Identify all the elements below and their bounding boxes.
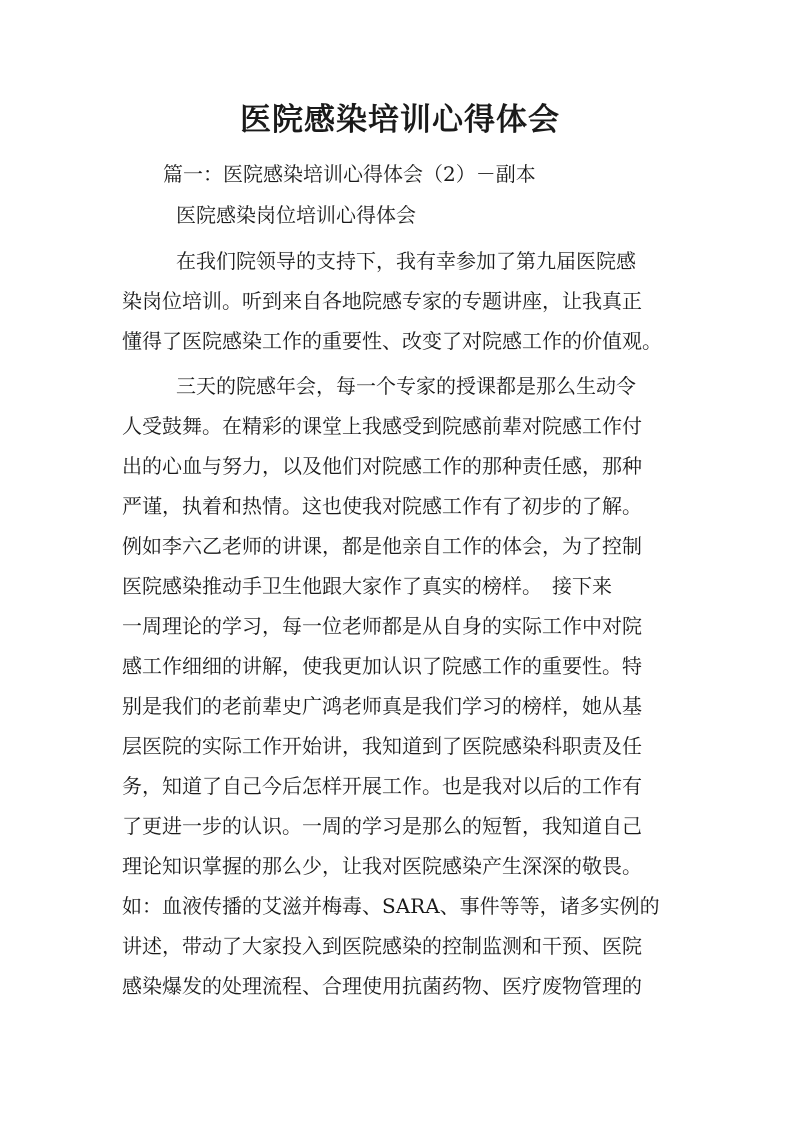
text-line: 感工作细细的讲解，使我更加认识了院感工作的重要性。特: [122, 654, 642, 678]
text-line: 出的心血与努力，以及他们对院感工作的那种责任感，那种: [122, 454, 642, 478]
text-line: 如：血液传播的艾滋并梅毒、SARA、事件等等，诸多实例的: [122, 894, 660, 918]
text-line: 务，知道了自己今后怎样开展工作。也是我对以后的工作有: [122, 774, 642, 798]
text-line: 层医院的实际工作开始讲，我知道到了医院感染科职责及任: [122, 734, 642, 758]
text-line: 例如李六乙老师的讲课，都是他亲自工作的体会，为了控制: [122, 534, 642, 558]
text-line: 理论知识掌握的那么少，让我对医院感染产生深深的敬畏。: [122, 854, 642, 878]
text-line: 懂得了医院感染工作的重要性、改变了对院感工作的价值观。: [122, 329, 662, 353]
body-text: [122, 241, 684, 1006]
text-line: 感染爆发的处理流程、合理使用抗菌药物、医疗废物管理的: [122, 974, 642, 998]
document-title: 医院感染培训心得体会: [240, 102, 560, 138]
text-line: 严谨，执着和热情。这也使我对院感工作有了初步的了解。: [122, 494, 642, 518]
text-line: 了更进一步的认识。一周的学习是那么的短暂，我知道自己: [122, 814, 642, 838]
text-line: 别是我们的老前辈史广鸿老师真是我们学习的榜样，她从基: [122, 694, 642, 718]
text-line: 讲述，带动了大家投入到医院感染的控制监测和干预、医院: [122, 934, 642, 958]
text-line: 染岗位培训。听到来自各地院感专家的专题讲座，让我真正: [122, 289, 642, 313]
text-line: 一周理论的学习，每一位老师都是从自身的实际工作中对院: [122, 614, 642, 638]
document-subtitle: 篇一：医院感染培训心得体会（2）－副本: [163, 162, 536, 186]
section-heading: 医院感染岗位培训心得体会: [176, 203, 416, 227]
text-line: 三天的院感年会，每一个专家的授课都是那么生动令: [176, 374, 636, 398]
text-line: 医院感染推动手卫生他跟大家作了真实的榜样。 接下来: [122, 574, 612, 598]
text-line: 在我们院领导的支持下，我有幸参加了第九届医院感: [176, 249, 636, 273]
text-line: 人受鼓舞。在精彩的课堂上我感受到院感前辈对院感工作付: [122, 414, 642, 438]
